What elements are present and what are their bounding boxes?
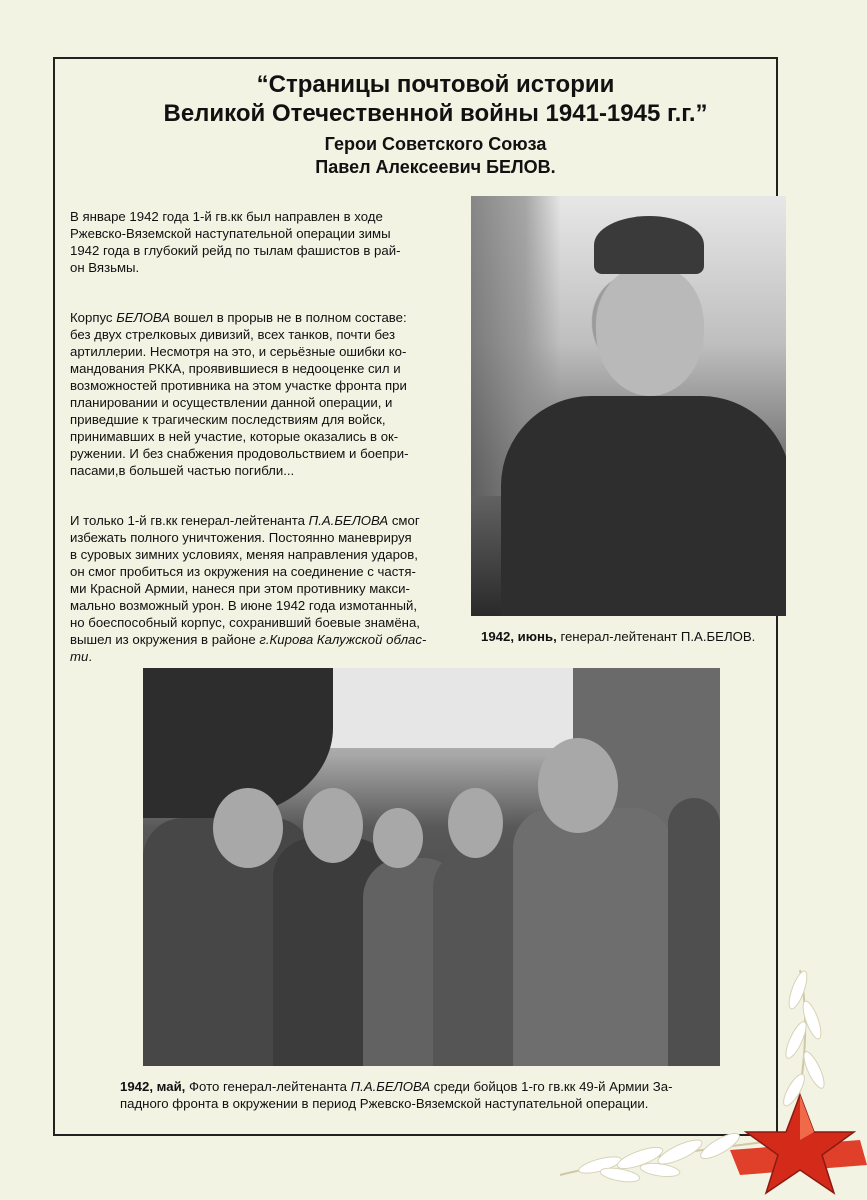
group-caption-name-italic: П.А.БЕЛОВА bbox=[350, 1079, 431, 1094]
p2-name-italic: БЕЛОВА bbox=[116, 310, 171, 326]
photo-figure-head bbox=[303, 788, 363, 863]
photo-figure-head bbox=[213, 788, 283, 868]
p3-text-e: . bbox=[88, 648, 92, 664]
portrait-caption bbox=[481, 628, 811, 645]
paragraph-1: В январе 1942 года 1-й гв.кк был направлен в ходе Ржевско-Вяземской наступательной операции зимы 1942 года в глубокий рейд по тылам фашистов в рай- он Вязьмы. bbox=[70, 208, 401, 275]
photo-figure-head bbox=[448, 788, 503, 858]
group-caption-text-c: среди бойцов 1-го гв.кк 49-й Армии За- падного фронта в окружении в период Ржевско-Вяземской наступательной операции. bbox=[120, 1079, 673, 1111]
portrait-caption-text: генерал-лейтенант П.А.БЕЛОВ. bbox=[556, 629, 756, 644]
photo-figure-head bbox=[373, 808, 423, 868]
portrait-photo-belov bbox=[471, 196, 786, 616]
p3-name-italic: П.А.БЕЛОВА bbox=[308, 513, 389, 529]
paragraph-2 bbox=[70, 310, 460, 479]
portrait-caption-date: 1942, июнь, bbox=[481, 629, 557, 644]
page-title bbox=[53, 70, 818, 128]
photo-sky bbox=[323, 668, 583, 748]
title-line-2: Великой Отечественной войны 1941-1945 г.г.” bbox=[163, 100, 708, 127]
group-caption-text-a: Фото генерал-лейтенанта bbox=[185, 1079, 351, 1094]
p2-text-a: Корпус bbox=[70, 310, 117, 326]
photo-face bbox=[596, 266, 704, 396]
page-subtitle bbox=[53, 133, 818, 179]
subtitle-line-2: Павел Алексеевич БЕЛОВ. bbox=[315, 157, 556, 177]
photo-uniform bbox=[501, 396, 786, 616]
paragraph-3 bbox=[70, 513, 460, 665]
p3-place-italic: г.Кирова Калужской облас- ти bbox=[70, 631, 427, 664]
photo-cap bbox=[594, 216, 704, 274]
group-caption-date: 1942, май, bbox=[120, 1079, 186, 1094]
subtitle-line-1: Герои Советского Союза bbox=[324, 134, 547, 154]
photo-figure-head bbox=[538, 738, 618, 833]
p3-text-a: И только 1-й гв.кк генерал-лейтенанта bbox=[70, 513, 309, 529]
p3-text-c: смог избежать полного уничтожения. Постоянно маневрируя в суровых зимних условиях, меняя направления ударов, он смог пробиться из окружения на соединение с частя- ми Красной Армии, нанеся при этом противнику макси- мально возможный урон. В июне 1942 года измотанный, но боеспособный корпус, сохранивший боевые знамёна, вышел из окружения в районе bbox=[70, 513, 420, 647]
title-line-1: “Страницы почтовой истории bbox=[256, 71, 615, 98]
article-text bbox=[70, 192, 460, 699]
p2-text-c: вошел в прорыв не в полном составе: без двух стрелковых дивизий, всех танков, почти без артиллерии. Несмотря на это, и серьёзные ошибки ко- мандования РККА, проявившиеся в недооценке сил и возможностей противника на этом участке фронта при планировании и осуществлении данной операции, и приведшие к трагическим последствиям для войск, принимавших в ней участие, которые оказались в ок- ружении. И без снабжения продовольствием и боепри- пасами,в большей частью погибли... bbox=[70, 310, 409, 478]
red-star-laurel-icon bbox=[560, 960, 867, 1200]
